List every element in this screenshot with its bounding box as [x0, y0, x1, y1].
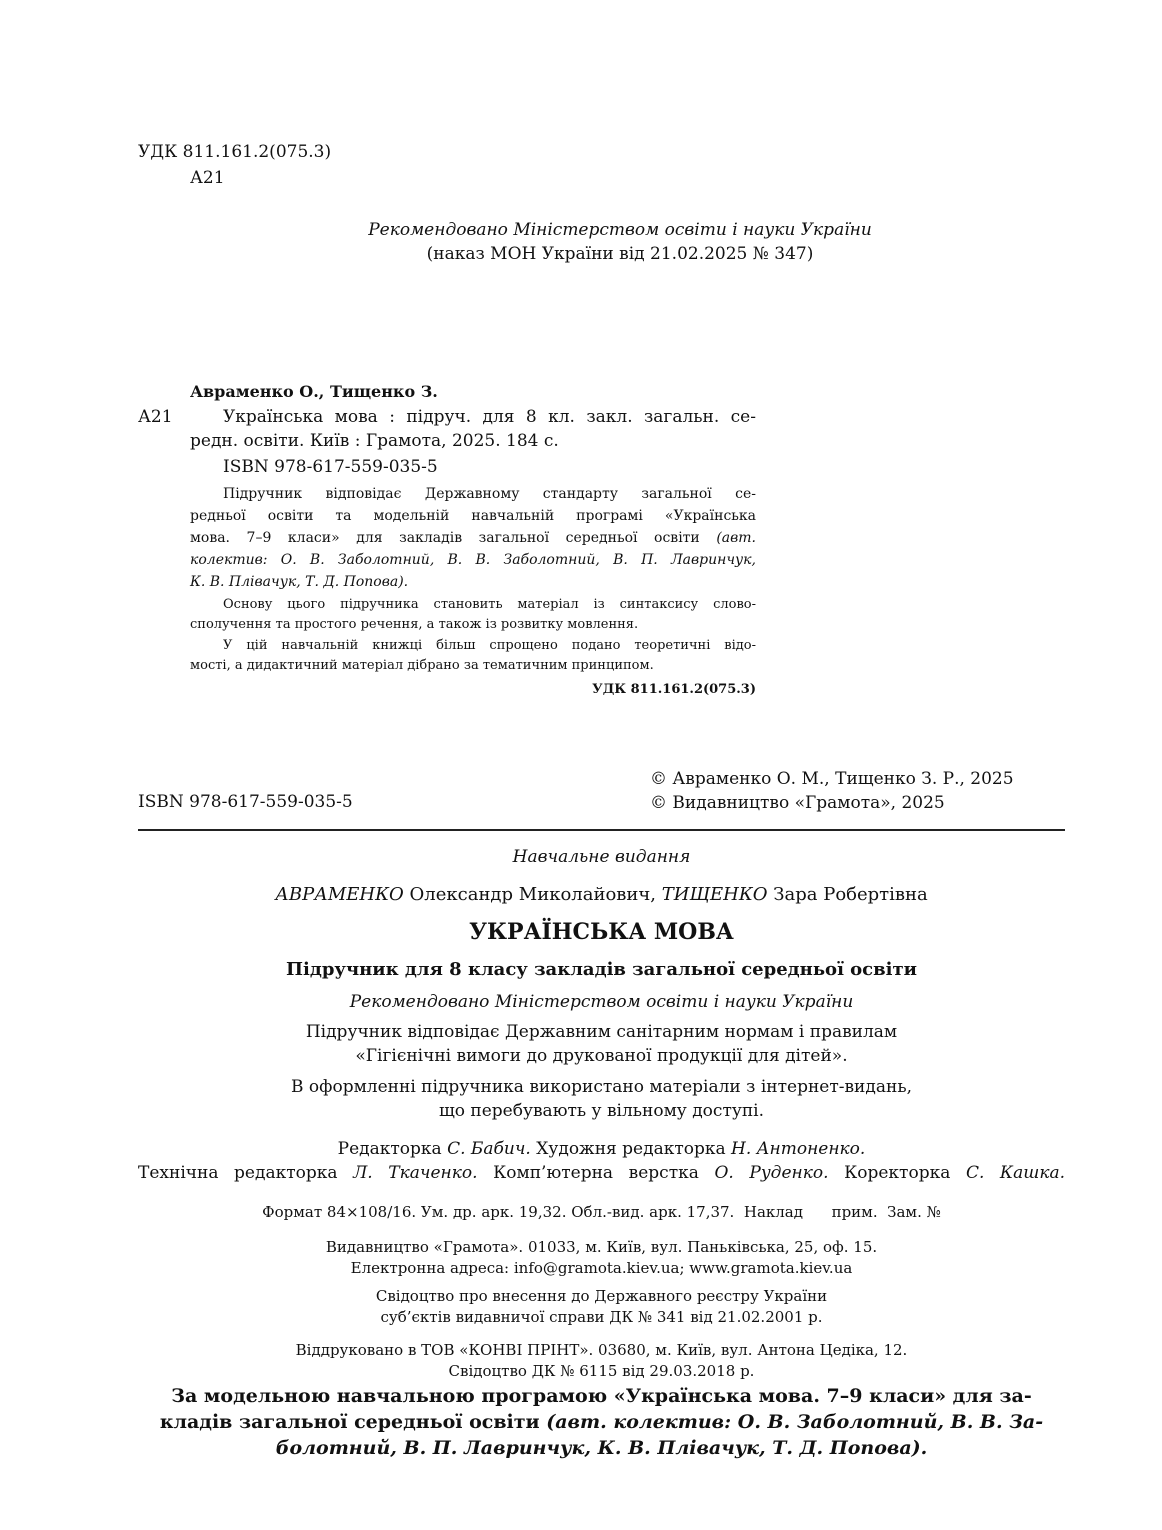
format-line: Формат 84×108/16. Ум. др. арк. 19,32. Обл.-вид. арк. 17,37. Наклад прим. Зам. №	[262, 1203, 941, 1221]
registry-certificate: суб’єктів видавничої справи ДК № 341 від 21.02.2001 р.	[380, 1308, 823, 1326]
card-isbn: ISBN 978-617-559-035-5	[223, 457, 438, 477]
publisher-contacts: Електронна адреса: info@gramota.kiev.ua; www.gramota.kiev.ua	[350, 1259, 853, 1277]
registry-certificate: Свідоцтво про внесення до Державного реєстру України	[375, 1287, 828, 1305]
imprint-recommendation: Рекомендовано Міністерством освіти і науки України	[349, 992, 854, 1012]
card-classification-code: А21	[138, 407, 173, 427]
card-abstract-line: Основу цього підручника становить матеріал із синтаксису слово-	[223, 597, 756, 612]
copyright-authors: © Авраменко О. М., Тищенко З. Р., 2025	[650, 769, 1014, 789]
card-title-line2: редн. освіти. Київ : Грамота, 2025. 184 с.	[190, 431, 559, 451]
publisher-address: Видавництво «Грамота». 01033, м. Київ, вул. Паньківська, 25, оф. 15.	[325, 1238, 878, 1256]
design-note-line: що перебувають у вільному доступі.	[438, 1101, 765, 1121]
program-note-line: болотний, В. П. Лавринчук, К. В. Плівачук, Т. Д. Попова).	[275, 1437, 928, 1459]
card-abstract-line: мова. 7–9 класи» для закладів загальної середньої освіти (авт.	[190, 530, 756, 546]
printer-address: Віддруковано в ТОВ «КОНВІ ПРІНТ». 03680, м. Київ, вул. Антона Цедіка, 12.	[295, 1341, 908, 1359]
card-title-line1: Українська мова : підруч. для 8 кл. закл. загальн. се-	[223, 407, 756, 427]
card-authors: Авраменко О., Тищенко З.	[190, 382, 438, 401]
card-abstract-line: К. В. Плівачук, Т. Д. Попова).	[190, 574, 409, 590]
ministry-recommendation: Рекомендовано Міністерством освіти і науки України	[368, 220, 872, 240]
book-subtitle: Підручник для 8 класу закладів загальної середньої освіти	[286, 959, 917, 980]
book-title: УКРАЇНСЬКА МОВА	[469, 919, 734, 945]
program-note-line: кладів загальної середньої освіти (авт. колектив: О. В. Заболотний, В. В. За-	[159, 1411, 1044, 1433]
card-abstract-line: мості, а дидактичний матеріал дібрано за тематичним принципом.	[190, 658, 654, 673]
sanitary-line: Підручник відповідає Державним санітарним нормам і правилам	[305, 1022, 898, 1042]
staff-line-1: Редакторка С. Бабич. Художня редакторка Н. Антоненко.	[337, 1139, 866, 1159]
copyright-publisher: © Видавництво «Грамота», 2025	[650, 793, 945, 813]
card-abstract-line: У цій навчальній книжці більш спрощено подано теоретичні відо-	[223, 638, 756, 653]
edition-type: Навчальне видання	[512, 847, 691, 867]
printer-certificate: Свідоцтво ДК № 6115 від 29.03.2018 р.	[448, 1362, 755, 1380]
card-abstract-line: сполучення та простого речення, а також із розвитку мовлення.	[190, 617, 639, 632]
staff-line-2: Технічна редакторка Л. Ткаченко. Комп’ютерна верстка О. Руденко. Коректорка С. Кашка.	[138, 1163, 1066, 1183]
sanitary-line: «Гігієнічні вимоги до друкованої продукції для дітей».	[355, 1046, 848, 1066]
card-udk: УДК 811.161.2(075.3)	[592, 682, 756, 697]
card-abstract-line: редньої освіти та модельній навчальній програмі «Українська	[190, 508, 756, 524]
isbn: ISBN 978-617-559-035-5	[138, 792, 353, 812]
divider	[138, 829, 1065, 831]
program-note-line: За модельною навчальною програмою «Українська мова. 7–9 класи» для за-	[171, 1385, 1032, 1407]
card-abstract-line: колектив: О. В. Заболотний, В. В. Заболотний, В. П. Лавринчук,	[190, 552, 756, 568]
udk-top: УДК 811.161.2(075.3)	[138, 142, 332, 162]
classification-code-top: А21	[190, 168, 225, 188]
card-abstract-line: Підручник відповідає Державному стандарту загальної се-	[223, 486, 756, 502]
authors-full-names: АВРАМЕНКО Олександр Миколайович, ТИЩЕНКО Зара Робертівна	[275, 884, 928, 905]
design-note-line: В оформленні підручника використано матеріали з інтернет-видань,	[291, 1077, 912, 1097]
ministry-order: (наказ МОН України від 21.02.2025 № 347)	[426, 244, 814, 264]
